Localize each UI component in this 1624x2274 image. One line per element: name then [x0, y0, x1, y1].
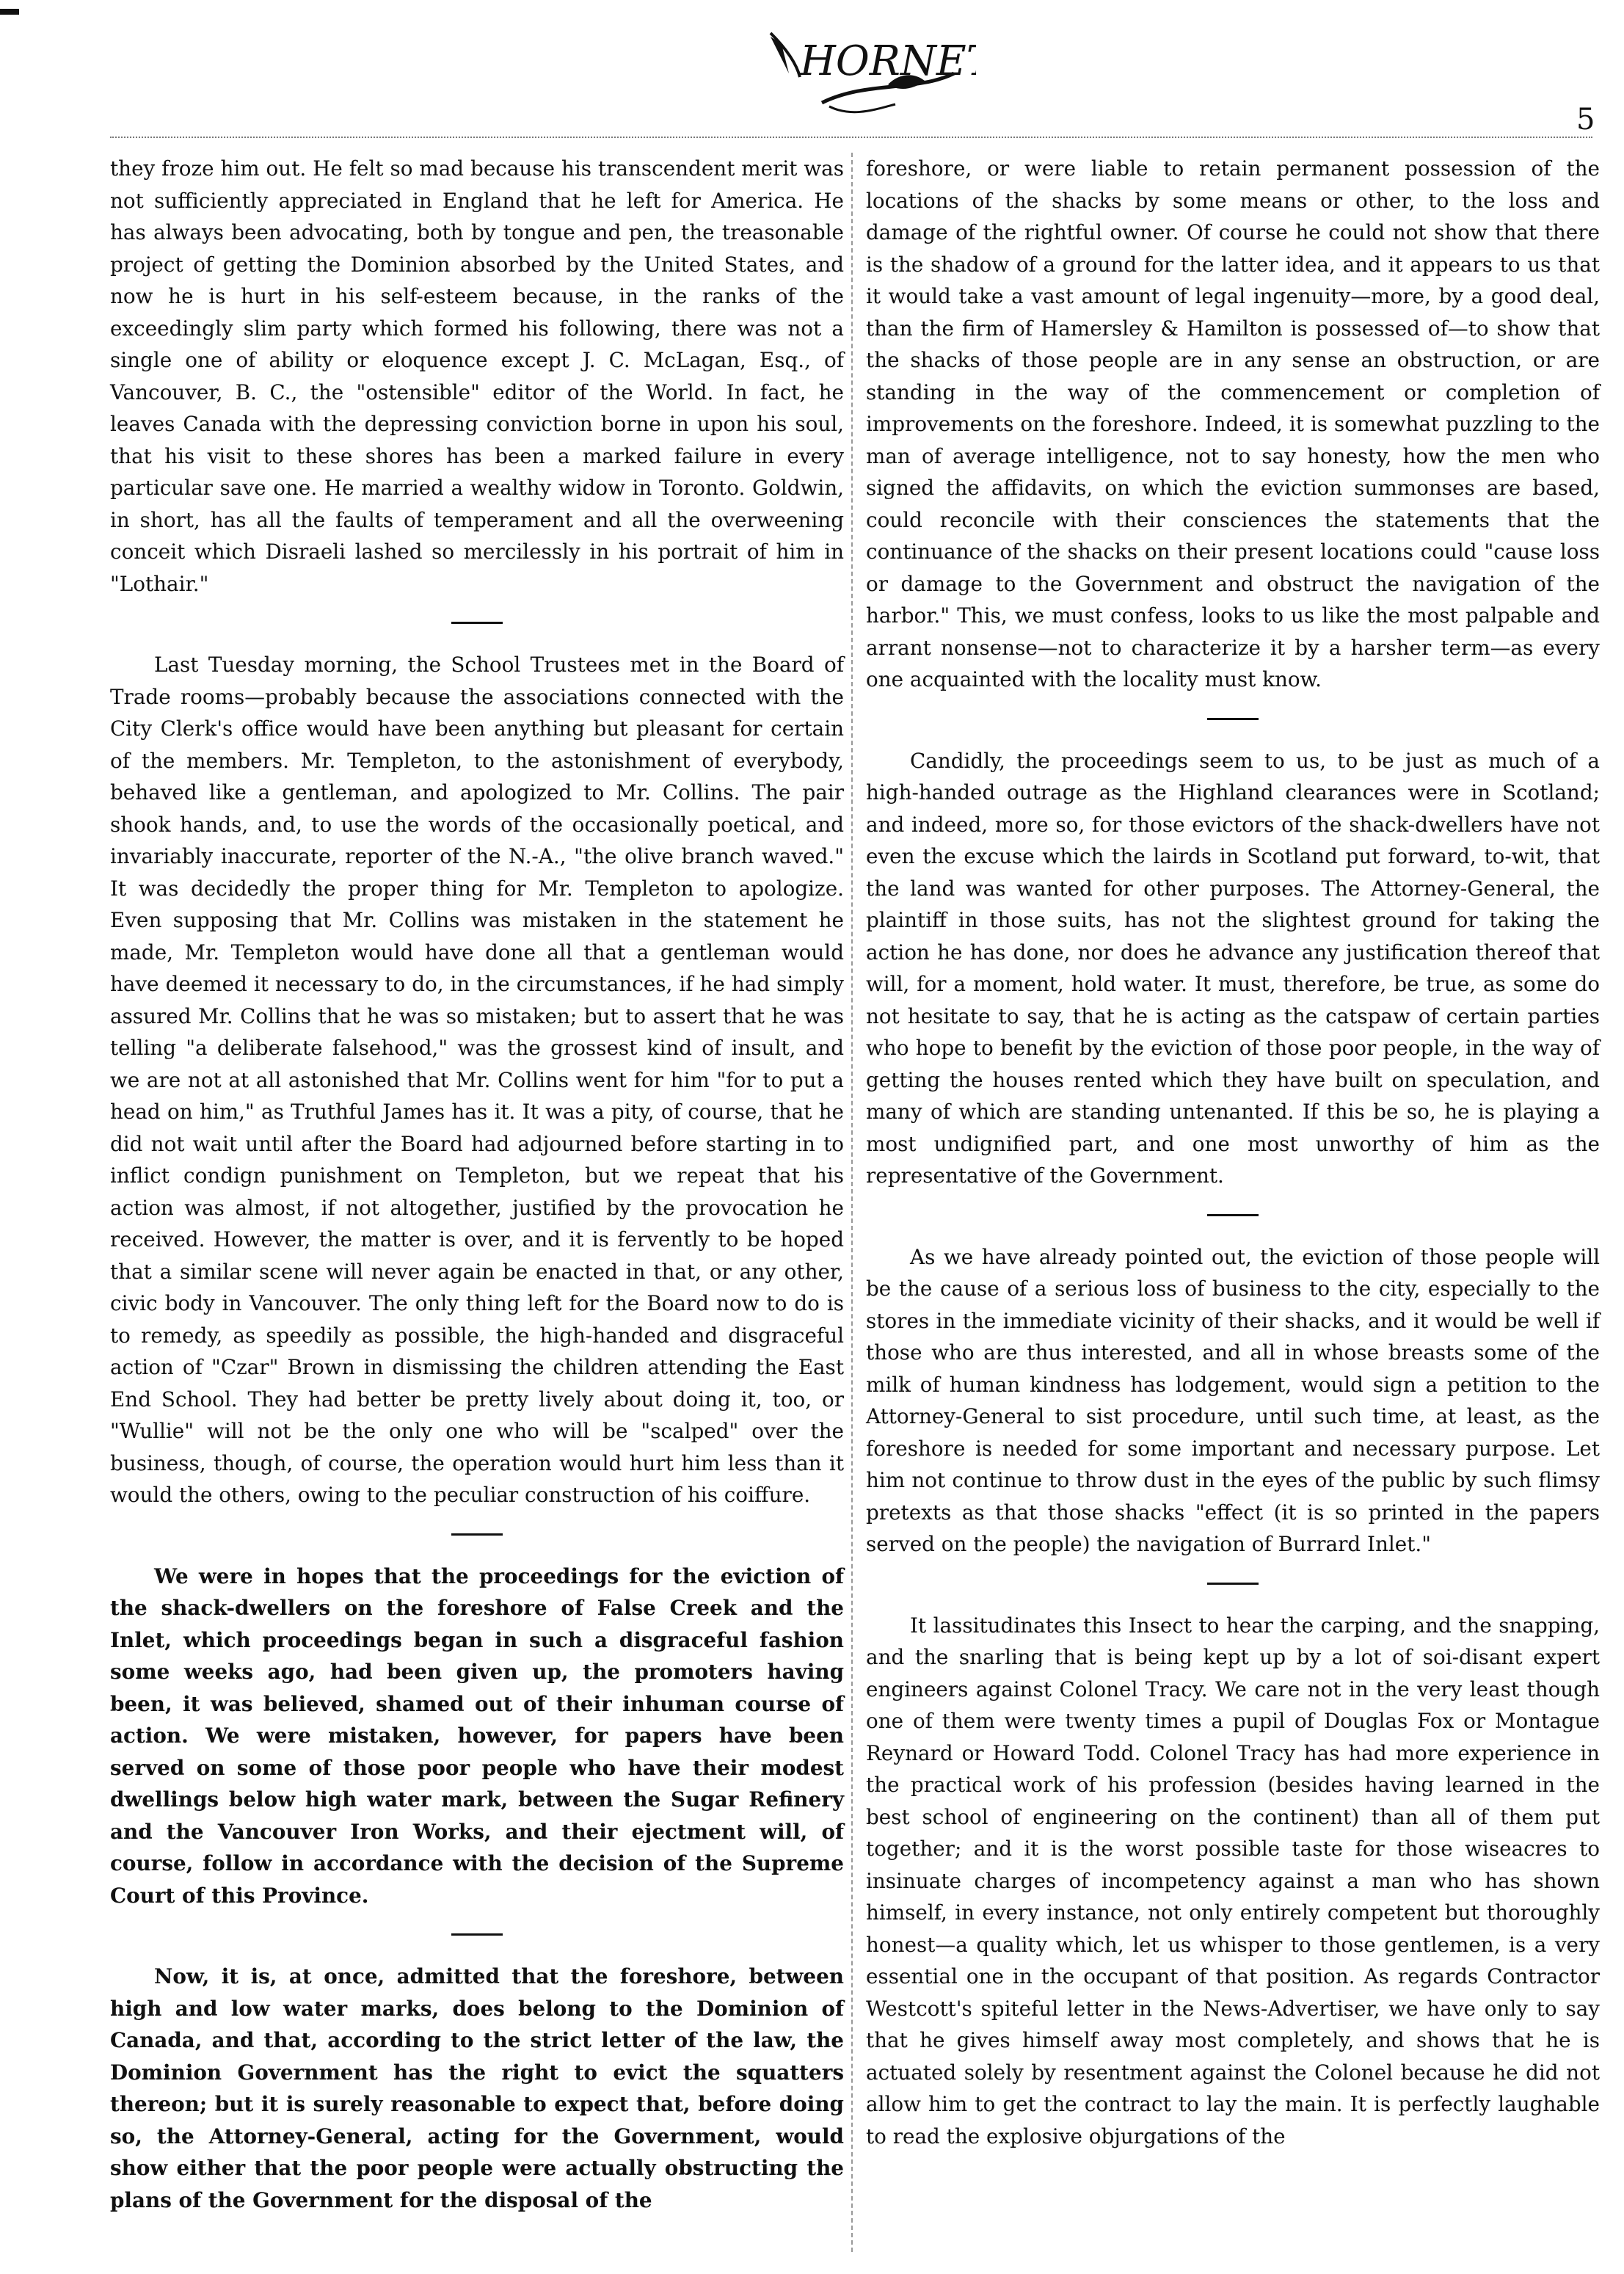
paragraph-candidly: Candidly, the proceedings seem to us, to be just as much of a high-handed outrage as the Highland clearances were in Scotland; and indeed, more so, for those evictors of the shack-dwellers have not even the excuse which the lairds in Scotland put forward, to-wit, that the land was wanted for other purposes. The Attorney-General, the plaintiff in those suits, has not the slightest ground for taking the action he has done, nor does he advance any justification thereof that will, for a moment, hold water. It must, therefore, be true, as some do not hesitate to say, that he is acting as the catspaw of certain parties who hope to benefit by the eviction of those poor people, in the way of getting the houses rented which they have built on speculation, and many of which are standing untenanted. If this be so, he is playing a most undignified part, and one most unworthy of him as the representative of the Government. [866, 748, 1600, 1188]
paragraph-school-trustees: Last Tuesday morning, the School Trustees met in the Board of Trade rooms—probably because the associations connected with the City Clerk's office would have been anything but pleasant for certain of the members. Mr. Templeton, to the astonishment of everybody, behaved like a gentleman, and apologized to Mr. Collins. The pair shook hands, and, to use the words of the occasionally poetical, and invariably inaccurate, reporter of the N.-A., "the olive branch waved." It was decidedly the proper thing for Mr. Templeton to apologize. Even supposing that Mr. Collins was mistaken in the statement he made, Mr. Templeton would have done all that a gentleman would have deemed it necessary to do, in the circumstances, if he had simply assured Mr. Collins that he was so mistaken; but to assert that he was telling "a deliberate falsehood," was the grossest kind of insult, and we are not at all astonished that Mr. Collins went for him "for to put a head on him," as Truthful James has it. It was a pity, of course, that he did not wait until after the Board had adjourned before starting in to inflict condign punishment on Templeton, but we repeat that his action was almost, if not altogether, justified by the provocation he received. However, the matter is over, and it is fervently to be hoped that a similar scene will never again be enacted in that, or any other, civic body in Vancouver. The only thing left for the Board now to do is to remedy, as speedily as possible, the high-handed and disgraceful action of "Czar" Brown in dismissing the children attending the East End School. They had better be pretty lively about doing it, too, or "Wullie" will not be the only one who will be "scalped" over the business, though, of course, the operation would hurt him less than it would the others, owing to the peculiar construction of his coiffure. [110, 653, 844, 1507]
paragraph-foreshore-continued: foreshore, or were liable to retain permanent possession of the locations of the shacks by some means or other, to the loss and damage of the rightful owner. Of course he could not show that there is the shadow of a ground for the latter idea, and it appears to us that it would take a vast amount of legal ingenuity—more, by a good deal, than the firm of Hamersley & Hamilton is possessed of—to show that the shacks of those people are in any sense an obstruction, or are standing in the way of the commencement or completion of improvements on the foreshore. Indeed, it is somewhat puzzling to the man of average intelligence, not to say honesty, how the men who signed the affidavits, on which the eviction summonses are based, could reconcile with their consciences the statements that the continuance of the shacks on their present locations could "cause loss or damage to the Government and obstruct the navigation of the harbor." This, we must confess, looks to us like the most palpable and arrant nonsense—not to characterize it by a harsher term—as every one acquainted with the locality must know. [866, 156, 1600, 691]
section-rule [1207, 1583, 1259, 1585]
paragraph-foreshore-admitted: Now, it is, at once, admitted that the foreshore, between high and low water marks, does belong to the Dominion of Canada, and that, according to the strict letter of the law, the Dominion Government has the right to evict the squatters thereon; but it is surely reasonable to expect that, before doing so, the Attorney-General, acting for the Government, would show either that the poor people were actually obstructing the plans of the Government for the disposal of the [110, 1964, 844, 2212]
paragraph-goldwin: they froze him out. He felt so mad because his transcendent merit was not sufficiently appreciated in England that he left for America. He has always been advocating, both by tongue and pen, the treasonable project of getting the Dominion absorbed by the United States, and now he is hurt in his self-esteem because, in the ranks of the exceedingly slim party which formed his following, there was not a single one of ability or eloquence except J. C. McLagan, Esq., of Vancouver, B. C., the "ostensible" editor of the World. In fact, he leaves Canada with the depressing conviction borne in upon his soul, that his visit to these shores has been a marked failure in every particular save one. He married a wealthy widow in Toronto. Goldwin, in short, has all the faults of temperament and all the overweening conceit which Disraeli lashed so mercilessly in his portrait of him in "Lothair." [110, 156, 844, 596]
section-rule [1207, 718, 1259, 720]
paragraph-colonel-tracy: It lassitudinates this Insect to hear the carping, and the snapping, and the snarling that is being kept up by a lot of soi-disant expert engineers against Colonel Tracy. We care not in the very least though one of them were twenty times a pupil of Douglas Fox or Montague Reynard or Howard Todd. Colonel Tracy has had more experience in the practical work of his profession (besides having learned in the best school of engineering on the continent) than all of them put together; and it is the worst possible taste for those wiseacres to insinuate charges of incompetency against a man who has shown himself, in every instance, not only entirely competent but thoroughly honest—a quality which, let us whisper to those gentlemen, is a very essential one in the occupant of that position. As regards Contractor Westcott's spiteful letter in the News-Advertiser, we have only to say that he gives himself away most completely, and shows that he is actuated solely by resentment against the Colonel because he did not allow him to get the contract to lay the main. It is perfectly laughable to read the explosive objurgations of the [866, 1613, 1600, 2148]
masthead-title: HORNET [800, 37, 976, 85]
header-rule [110, 137, 1592, 138]
right-column [866, 153, 1600, 2152]
paragraph-eviction-hopes: We were in hopes that the proceedings for the eviction of the shack-dwellers on the foreshore of False Creek and the Inlet, which proceedings began in such a disgraceful fashion some weeks ago, had been given up, the promoters having been, it was believed, shamed out of their inhuman course of action. We were mistaken, however, for papers have been served on some of those poor people who have their modest dwellings below high water mark, between the Sugar Refinery and the Vancouver Iron Works, and their ejectment will, of course, follow in accordance with the decision of the Supreme Court of this Province. [110, 1563, 844, 1908]
section-rule [451, 1933, 503, 1936]
section-rule [1207, 1214, 1259, 1216]
left-column [110, 153, 844, 2216]
section-rule [451, 622, 503, 624]
section-rule [451, 1533, 503, 1536]
corner-mark [0, 9, 19, 15]
masthead-logo [756, 22, 976, 125]
hornet-logo-icon [756, 22, 976, 125]
paragraph-eviction-loss: As we have already pointed out, the eviction of those people will be the cause of a serious loss of business to the city, especially to the stores in the immediate vicinity of their shacks, and it would be well if those who are thus interested, and all in whose breasts some of the milk of human kindness has lodgement, would sign a petition to the Attorney-General to sist procedure, until such time, at least, as the foreshore is needed for some important and necessary purpose. Let him not continue to throw dust in the eyes of the public by such flimsy pretexts as that those shacks "effect (it is so printed in the papers served on the people) the navigation of Burrard Inlet." [866, 1244, 1600, 1556]
column-divider [851, 153, 853, 2252]
page-number: 5 [1576, 103, 1595, 137]
